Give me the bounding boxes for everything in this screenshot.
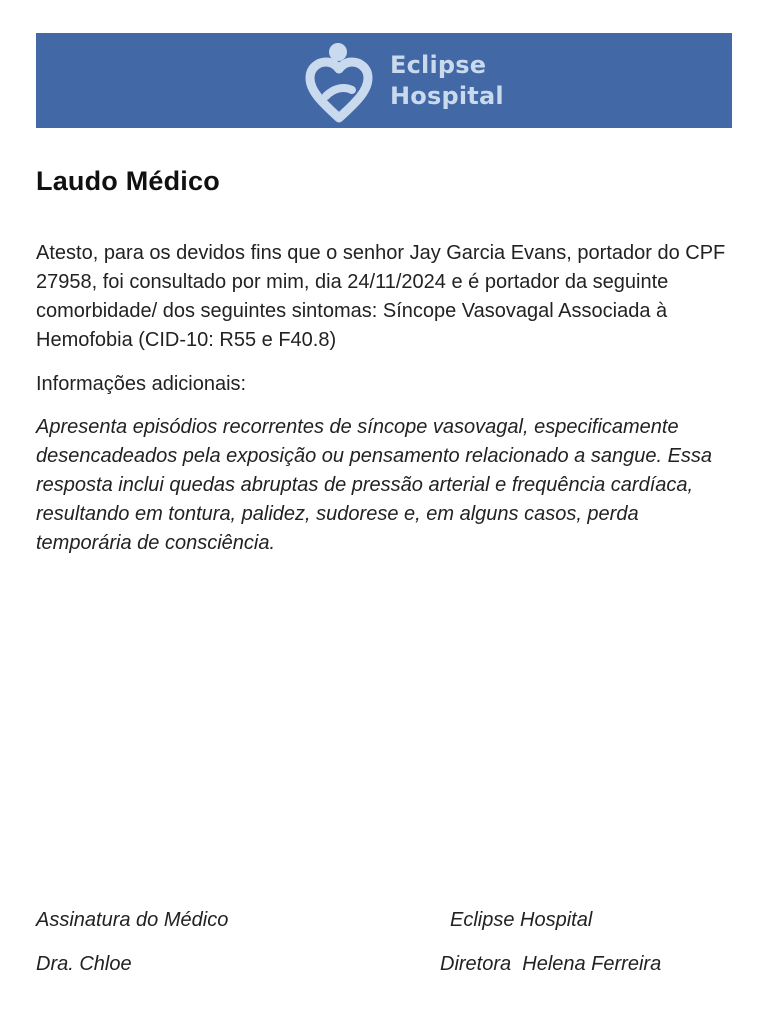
hospital-logo-text <box>390 50 504 112</box>
doctor-name: Dra. Chloe <box>36 953 132 975</box>
additional-info-text: Apresenta episódios recorrentes de síncope vasovagal, especificamente desencadeados pela exposição ou pensamento relacionado a sangue. Essa resposta inclui quedas abruptas de pressão arterial e frequência cardíaca, resultando em tontura, palidez, sudorese e, em alguns casos, perda temporária de consciência. <box>36 416 713 554</box>
hospital-signature-label: Eclipse Hospital <box>450 909 593 931</box>
logo-line-2: Hospital <box>390 82 504 110</box>
header-banner <box>36 33 732 128</box>
director-name: Diretora Helena Ferreira <box>440 953 662 975</box>
document-title: Laudo Médico <box>36 166 220 196</box>
additional-info-label: Informações adicionais: <box>36 373 247 395</box>
attestation-paragraph: Atesto, para os devidos fins que o senhor Jay Garcia Evans, portador do CPF 27958, foi consultado por mim, dia 24/11/2024 e é portador da seguinte comorbidade/ dos seguintes sintomas: Síncope Vasovagal Associada à Hemofobia (CID-10: R55 e F40.8) <box>36 242 726 351</box>
logo-line-1: Eclipse <box>390 51 487 79</box>
doctor-signature-label: Assinatura do Médico <box>36 909 229 931</box>
heart-person-icon <box>304 38 374 124</box>
